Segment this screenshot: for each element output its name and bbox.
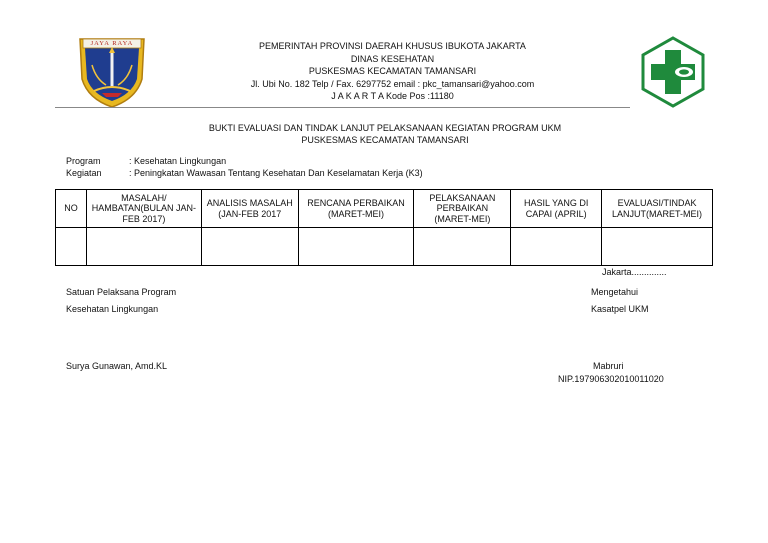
document-title: [120, 122, 650, 146]
program-value: : Kesehatan Lingkungan: [129, 156, 227, 166]
kegiatan-label: Kegiatan: [66, 167, 102, 178]
header-no: NO: [56, 190, 87, 228]
right-signatory-unit: Kasatpel UKM: [591, 304, 649, 314]
letterhead-city: J A K A R T A Kode Pos :11180: [331, 91, 454, 101]
header-pelaksanaan: PELAKSANAAN PERBAIKAN (MARET-MEI): [414, 190, 511, 228]
document-title-line1: BUKTI EVALUASI DAN TINDAK LANJUT PELAKSANAAN KEGIATAN PROGRAM UKM: [208, 123, 562, 133]
header-evaluasi: EVALUASI/TINDAK LANJUT(MARET-MEI): [602, 190, 713, 228]
header-analisis: ANALISIS MASALAH (JAN-FEB 2017: [201, 190, 298, 228]
letterhead-divider: [55, 107, 630, 108]
program-info: [66, 156, 423, 179]
right-signatory-name: Mabruri: [593, 361, 624, 371]
program-label: Program: [66, 156, 101, 166]
document-title-line2: PUSKESMAS KECAMATAN TAMANSARI: [301, 135, 469, 145]
header-rencana: RENCANA PERBAIKAN (MARET-MEI): [298, 190, 414, 228]
table-row: [56, 228, 713, 266]
letterhead: [200, 40, 585, 103]
table-cell: [298, 228, 414, 266]
table-cell: [511, 228, 602, 266]
table-cell: [56, 228, 87, 266]
left-signatory-name: Surya Gunawan, Amd.KL: [66, 361, 168, 371]
left-signatory-unit: Kesehatan Lingkungan: [66, 304, 159, 314]
evaluation-table: [55, 189, 713, 266]
letterhead-government: PEMERINTAH PROVINSI DAERAH KHUSUS IBUKOTA JAKARTA: [259, 41, 526, 51]
header-hasil: HASIL YANG DI CAPAI (APRIL): [511, 190, 602, 228]
table-cell: [602, 228, 713, 266]
kegiatan-row: [66, 168, 423, 180]
letterhead-address: Jl. Ubi No. 182 Telp / Fax. 6297752 email : pkc_tamansari@yahoo.com: [250, 78, 535, 89]
right-signatory-nip: NIP.197906302010011020: [558, 374, 664, 384]
table-cell: [414, 228, 511, 266]
table-header-row: [56, 190, 713, 228]
table-cell: [201, 228, 298, 266]
left-signatory-title: Satuan Pelaksana Program: [66, 287, 177, 297]
table-cell: [86, 228, 201, 266]
jakarta-emblem-icon: [76, 35, 148, 109]
place-date: Jakarta..............: [602, 267, 667, 277]
emblem-motto: JAYA RAYA: [90, 40, 134, 47]
header-masalah: MASALAH/ HAMBATAN(BULAN JAN-FEB 2017): [86, 190, 201, 228]
letterhead-puskesmas: PUSKESMAS KECAMATAN TAMANSARI: [308, 66, 477, 76]
letterhead-department: DINAS KESEHATAN: [350, 53, 435, 64]
right-signatory-title: Mengetahui: [591, 287, 639, 297]
kegiatan-value: : Peningkatan Wawasan Tentang Kesehatan Dan Keselamatan Kerja (K3): [129, 167, 423, 178]
program-row: [66, 156, 423, 168]
puskesmas-cross-icon: [637, 36, 709, 108]
